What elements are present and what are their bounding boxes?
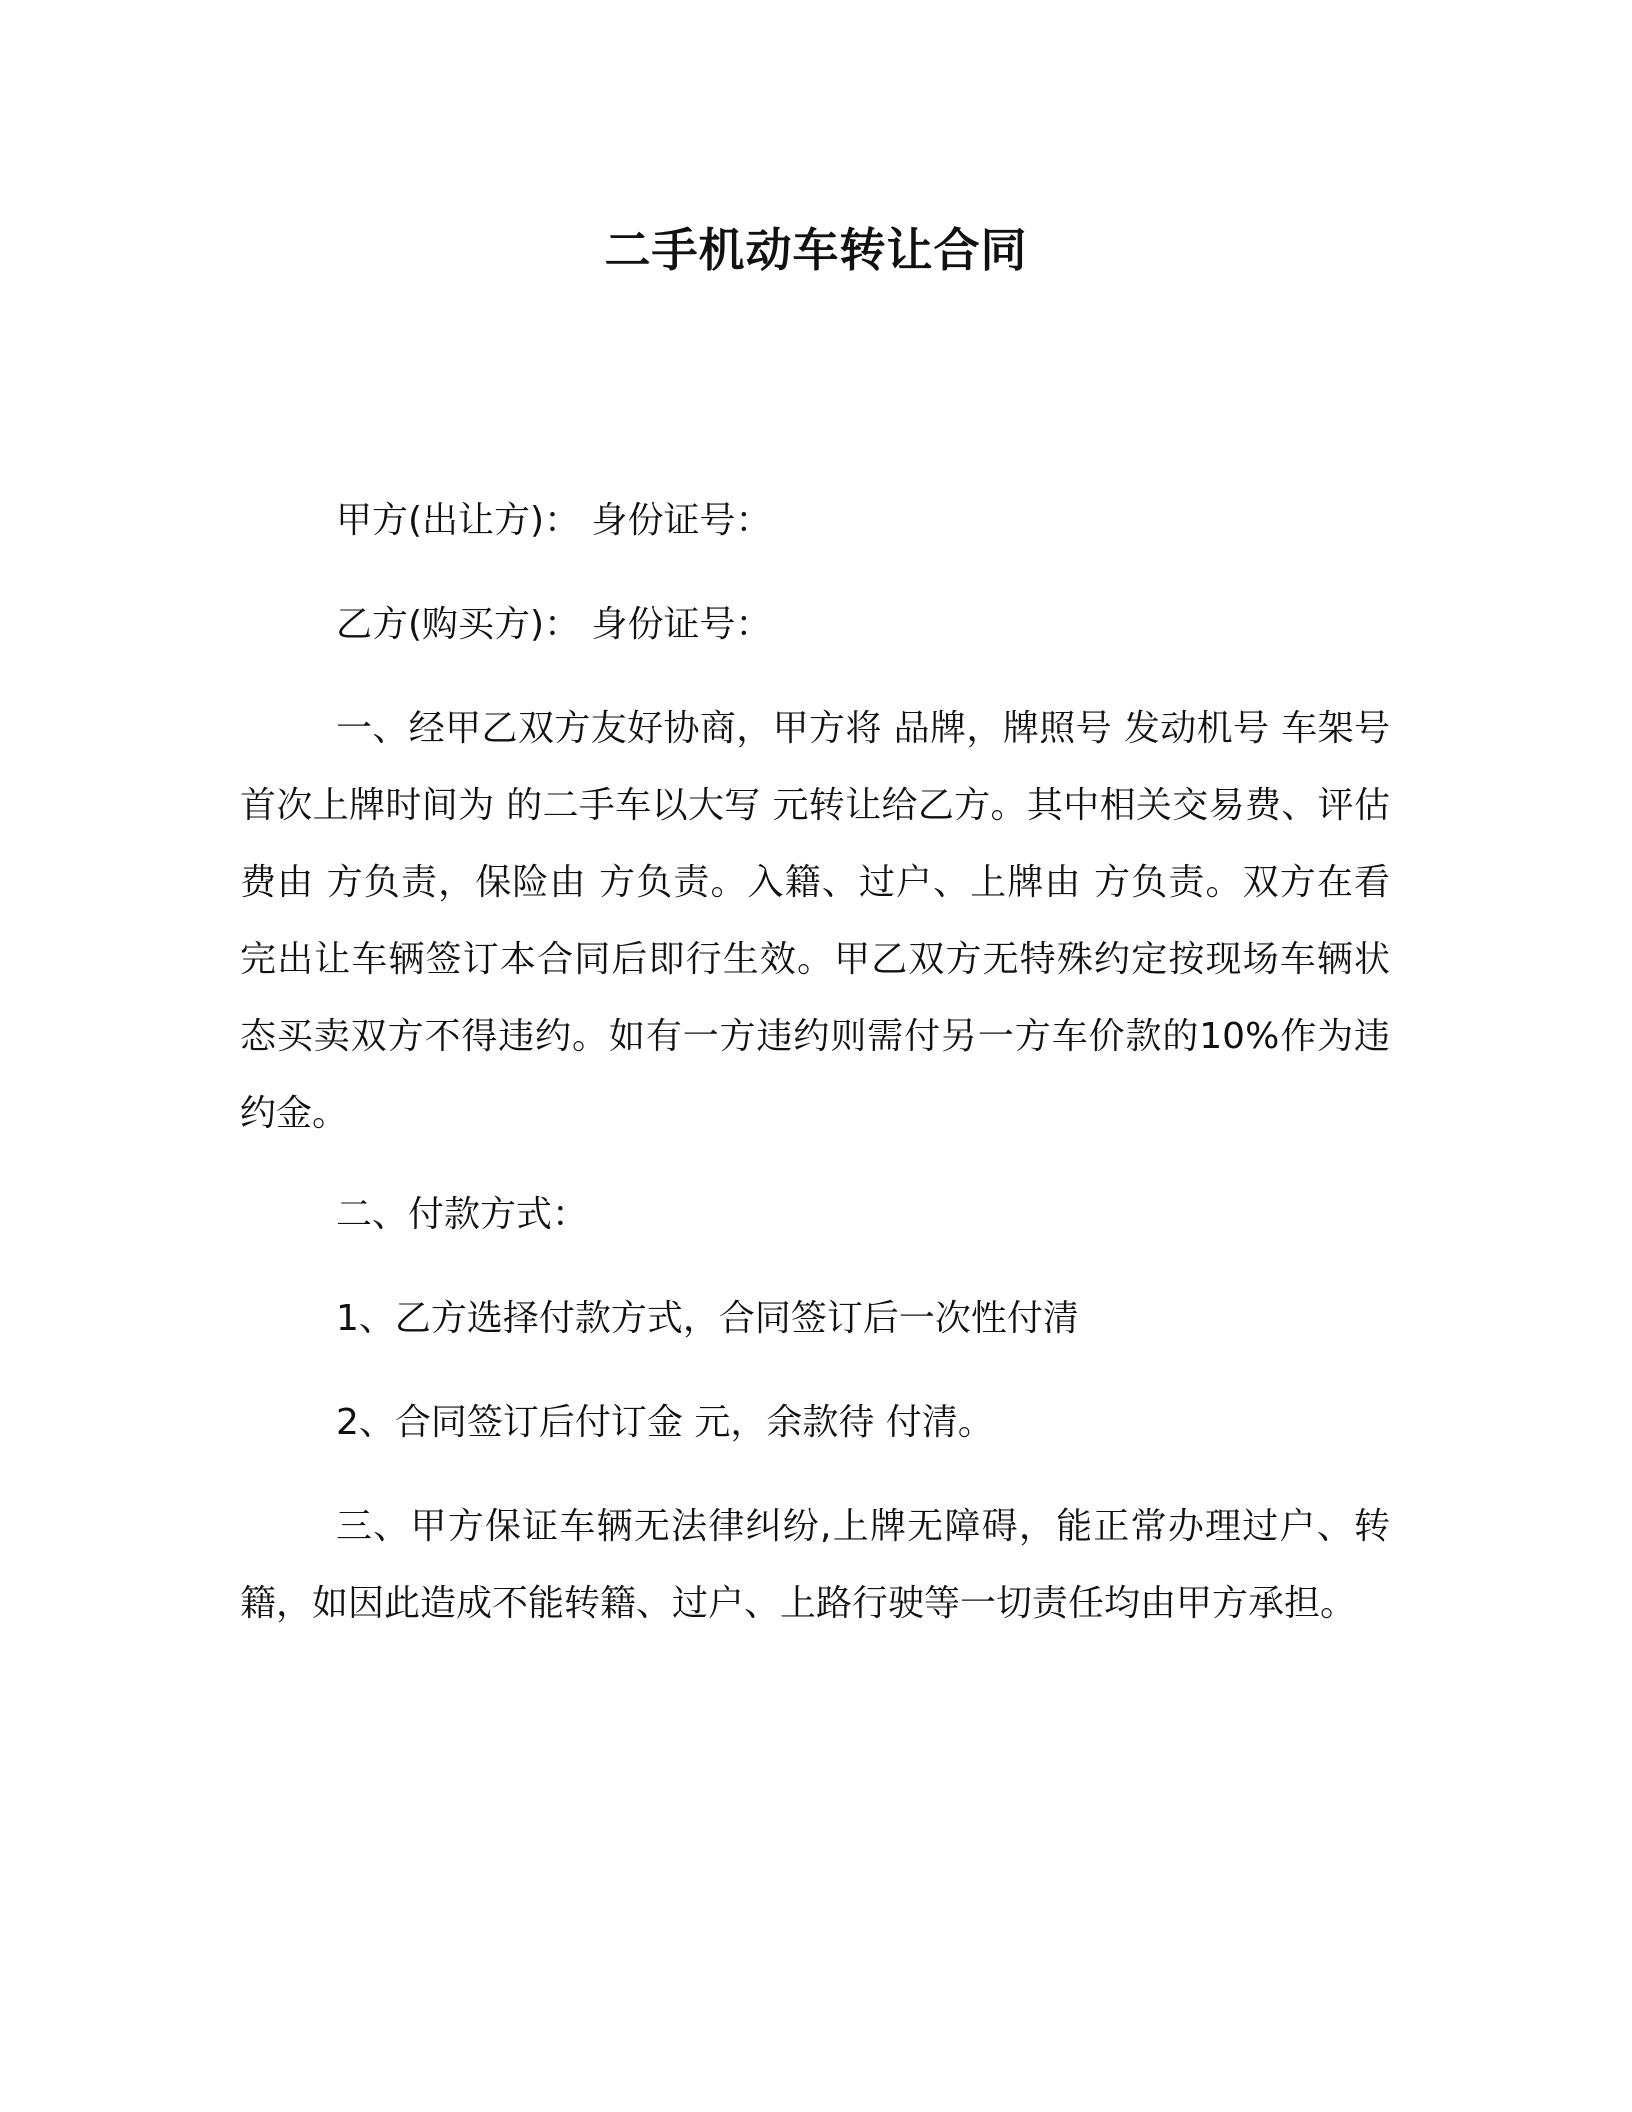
payment-option-one (240, 1280, 1390, 1357)
clause-one (240, 690, 1390, 1152)
clause-two-heading (240, 1176, 1390, 1253)
party-a-line (240, 482, 1390, 559)
paragraph-payment-option-two: 2、合同签订后付订金 元，余款待 付清。 (336, 1402, 994, 1443)
paragraph-party-a: 甲方(出让方)： 身份证号： (336, 500, 772, 541)
paragraph-party-b: 乙方(购买方)： 身份证号： (336, 604, 772, 645)
payment-option-two (240, 1384, 1390, 1461)
document-title: 二手机动车转让合同 (604, 223, 1028, 277)
paragraph-clause-three: 三、甲方保证车辆无法律纠纷,上牌无障碍，能正常办理过户、转籍，如因此造成不能转籍、过户、上路行驶等一切责任均由甲方承担。 (240, 1506, 1390, 1624)
paragraph-payment-heading: 二、付款方式： (336, 1194, 589, 1235)
paragraph-clause-one: 一、经甲乙双方友好协商，甲方将 品牌，牌照号 发动机号 车架号 首次上牌时间为 的二手车以大写 元转让给乙方。其中相关交易费、评估费由 方负责，保险由 方负责。入籍、过户、上牌由 方负责。双方在看完出让车辆签订本合同后即行生效。甲乙双方无特殊约定按现场车辆状态买卖双方不得违约。如有一方违约则需付另一方车价款的10%作为违约金。 (240, 708, 1390, 1134)
clause-three (240, 1488, 1390, 1642)
paragraph-payment-option-one: 1、乙方选择付款方式，合同签订后一次性付清 (336, 1298, 1079, 1339)
party-b-line (240, 586, 1390, 663)
